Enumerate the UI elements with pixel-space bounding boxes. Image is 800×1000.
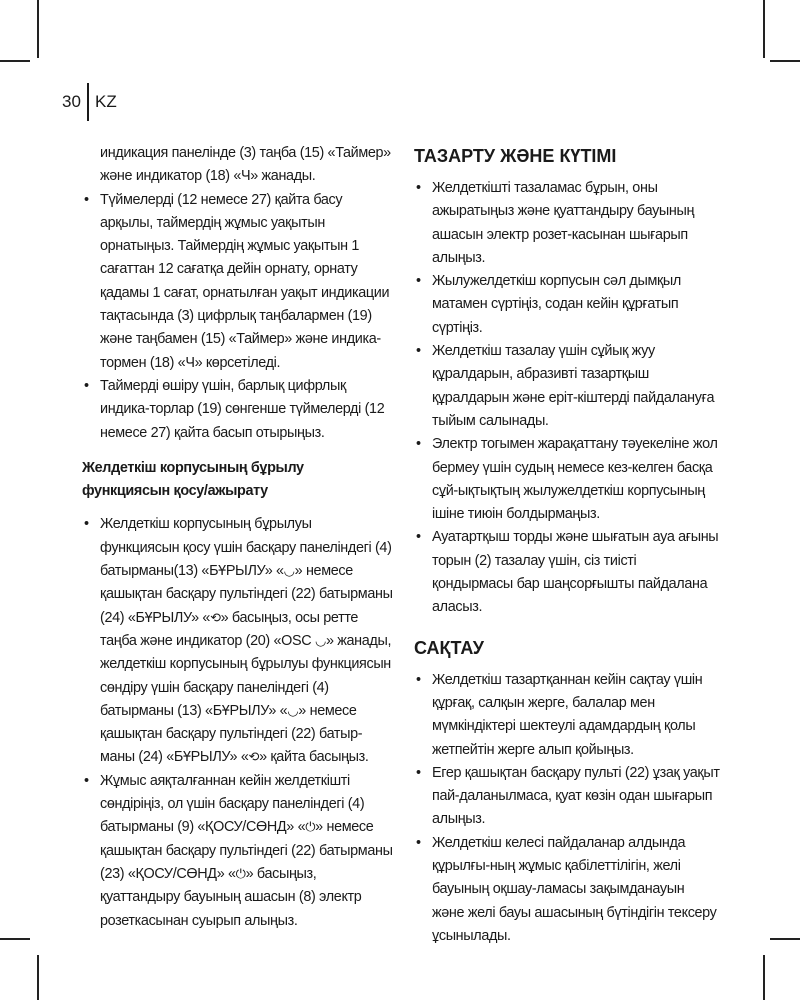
cleaning-bullet-list: [414, 177, 720, 620]
rotation-text-c: » басыңыз, осы ретте таңба және индикатор (20) «OSC: [100, 609, 359, 649]
page-number: 30: [62, 92, 81, 111]
timer-bullet-set: • Түймелерді (12 немесе 27) қайта басу арқылы, таймердің жұмыс уақытын орнатыңыз. Таймердің жұмыс уақытын 1 сағаттан 12 сағатқа дейін орнату, орнату қадамы 1 сағат, орнатылған уақыт индикации тақтасында (3) цифрлық таңбалармен (19) және таңбамен (15) «Таймер» және индика-тормен (18) «Ч» көрсетіледі.: [82, 189, 394, 375]
rotation-text-f: » қайта басыңыз.: [259, 749, 369, 766]
cleaning-bullet: • Жылужелдеткіш корпусын сәл дымқыл матамен сүртіңіз, содан кейін құрғатып сүртіңіз.: [414, 270, 720, 340]
left-column: [82, 142, 394, 933]
storage-bullet: • Желдеткіш тазартқаннан кейін сақтау үшін құрғақ, салқын жерге, балалар мен мүмкіндіктері шектеулі адамдардың қолы жетпейтін жерге алып қойыңыз.: [414, 669, 720, 762]
rotation-bullet-toggle: [82, 513, 394, 769]
crop-mark-bottom-left: [37, 955, 39, 1000]
oscillation-circle-icon: ⟲: [248, 749, 260, 765]
oscillation-icon: ◡: [287, 702, 299, 718]
oscillation-circle-icon: ⟲: [210, 609, 221, 625]
header-divider: [87, 83, 89, 121]
power-text-a: Жұмыс аяқталғаннан кейін желдеткішті сөндіріңіз, ол үшін басқару панеліндегі (4) батырманы (9) «ҚОСУ/СӨНД» «: [100, 772, 365, 836]
crop-mark-top-right: [763, 0, 765, 58]
power-text-c: » басыңыз, қуаттандыру бауының ашасын (8) электр розеткасынан суырып алыңыз.: [100, 865, 362, 929]
crop-mark-left-top: [0, 60, 30, 62]
language-code: KZ: [95, 92, 117, 111]
timer-bullet-off: • Таймерді өшіру үшін, барлық цифрлық индика-торлар (19) сөнгенше түймелерді (12 немесе 27) қайта басып отырыңыз.: [82, 375, 394, 445]
intro-line-1: индикация панелінде (3) таңба (15) «Таймер»: [100, 145, 391, 161]
oscillation-icon: ◡: [283, 563, 295, 579]
crop-mark-right-top: [770, 60, 800, 62]
rotation-text-e: » немесе қашықтан басқару пультіндегі (22) батыр-маны (24) «БҰРЫЛУ» «: [100, 702, 363, 766]
cleaning-bullet: • Электр тогымен жарақаттану тәуекеліне жол бермеу үшін судың немесе кез-келген басқа сұй-ықтықтың жылужелдеткіш корпусының ішіне тиюін болдырмаңыз.: [414, 433, 720, 526]
storage-bullet: • Егер қашықтан басқару пульті (22) ұзақ уақыт пай-даланылмаса, қуат көзін одан шығарып алыңыз.: [414, 762, 720, 832]
power-icon: ⏻: [235, 865, 246, 881]
crop-mark-bottom-right: [763, 955, 765, 1000]
cleaning-heading: ТАЗАРТУ ЖӘНЕ КҮТІМІ: [414, 146, 617, 166]
power-icon: ⏻: [305, 819, 316, 835]
right-column: [414, 142, 720, 948]
crop-mark-left-bottom: [0, 938, 30, 940]
intro-line-2: және индикатор (18) «Ч» жанады.: [100, 168, 316, 185]
storage-heading: САҚТАУ: [414, 637, 484, 658]
power-text-b: » немесе қашықтан басқару пультіндегі (22) батырманы (23) «ҚОСУ/СӨНД» «: [100, 819, 393, 882]
storage-bullet: • Желдеткіш келесі пайдаланар алдында құрылғы-ның жұмыс қабілеттілігін, желі бауының оқшау-ламасы зақымданауын және желі бауы ашасының бүтіндігін тексеру ұсынылады.: [414, 832, 720, 948]
power-off-bullet: [82, 770, 394, 933]
timer-bullet-list: [82, 189, 394, 445]
cleaning-bullet: • Ауатартқыш торды және шығатын ауа ағыны торын (2) тазалау үшін, сіз тиісті қондырмасы бар шаңсорғышты пайдалана аласыз.: [414, 526, 720, 619]
rotation-text-a: Желдеткіш корпусының бұрылуы функциясын қосу үшін басқару панеліндегі (4) батырманы(13) «БҰРЫЛУ» «: [100, 516, 392, 580]
storage-bullet-list: [414, 669, 720, 949]
rotation-subheading: Желдеткіш корпусының бұрылу функциясын қосу/ажырату: [82, 459, 304, 500]
crop-mark-right-bottom: [770, 938, 800, 940]
rotation-bullet-list: [82, 513, 394, 932]
oscillation-icon: ◡: [314, 632, 326, 648]
cleaning-bullet: • Желдеткішті тазаламас бұрын, оны ажыратыңыз және қуаттандыру бауының ашасын электр розет-касынан шығарып алыңыз.: [414, 177, 720, 270]
cleaning-bullet: • Желдеткіш тазалау үшін сұйық жуу құралдарын, абразивті тазартқыш құралдарын және еріт-кіштерді пайдалануға тыйым салынады.: [414, 340, 720, 433]
rotation-text-b: » немесе қашықтан басқару пультіндегі (22) батырманы (24) «БҰРЫЛУ» «: [100, 563, 393, 626]
rotation-text-d: » жанады, желдеткіш корпусының бұрылуы функциясын сөндіру үшін басқару панеліндегі (4) батырманы (13) «БҰРЫЛУ» «: [100, 632, 392, 719]
crop-mark-top-left: [37, 0, 39, 58]
